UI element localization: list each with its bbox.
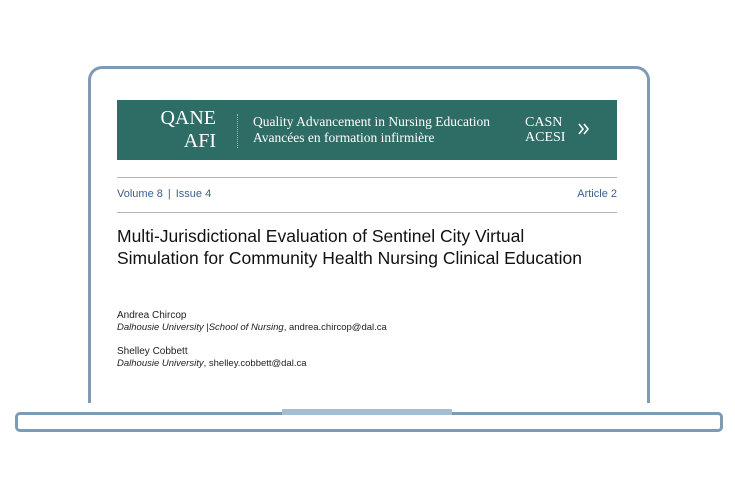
author-affiliation [117,322,387,334]
article-title: Multi-Jurisdictional Evaluation of Sentinel City Virtual Simulation for Community Health Nursing Clinical Education [117,226,582,268]
volume-link[interactable]: Volume 8 [117,188,163,200]
issue-info [117,187,211,201]
affiliation-text: Dalhousie University |School of Nursing [117,322,284,333]
afi-logo-text: AFI [183,130,216,152]
double-chevron-right-icon [577,122,591,136]
author-email[interactable]: , andrea.chircop@dal.ca [283,322,387,333]
bottom-rule [117,212,617,213]
laptop-notch [282,409,452,415]
top-rule [117,177,617,178]
issue-separator: | [167,188,171,200]
article-number[interactable]: Article 2 [577,188,617,200]
issue-link[interactable]: Issue 4 [175,188,212,200]
casn-logo-text: CASN [525,115,563,130]
author-email[interactable]: , shelley.cobbett@dal.ca [203,358,307,369]
journal-title-fr: Avancées en formation infirmière [253,130,435,145]
qane-logo-text: QANE [160,107,216,129]
author-name: Shelley Cobbett [117,346,188,357]
author-name: Andrea Chircop [117,310,187,321]
journal-banner[interactable] [117,100,617,160]
laptop-base [15,412,723,432]
banner-divider [237,114,238,148]
acesi-logo-text: ACESI [525,130,566,145]
laptop-screen [88,66,650,403]
affiliation-text: Dalhousie University [117,358,204,369]
journal-title-en: Quality Advancement in Nursing Education [253,114,490,129]
author-affiliation [117,358,307,370]
